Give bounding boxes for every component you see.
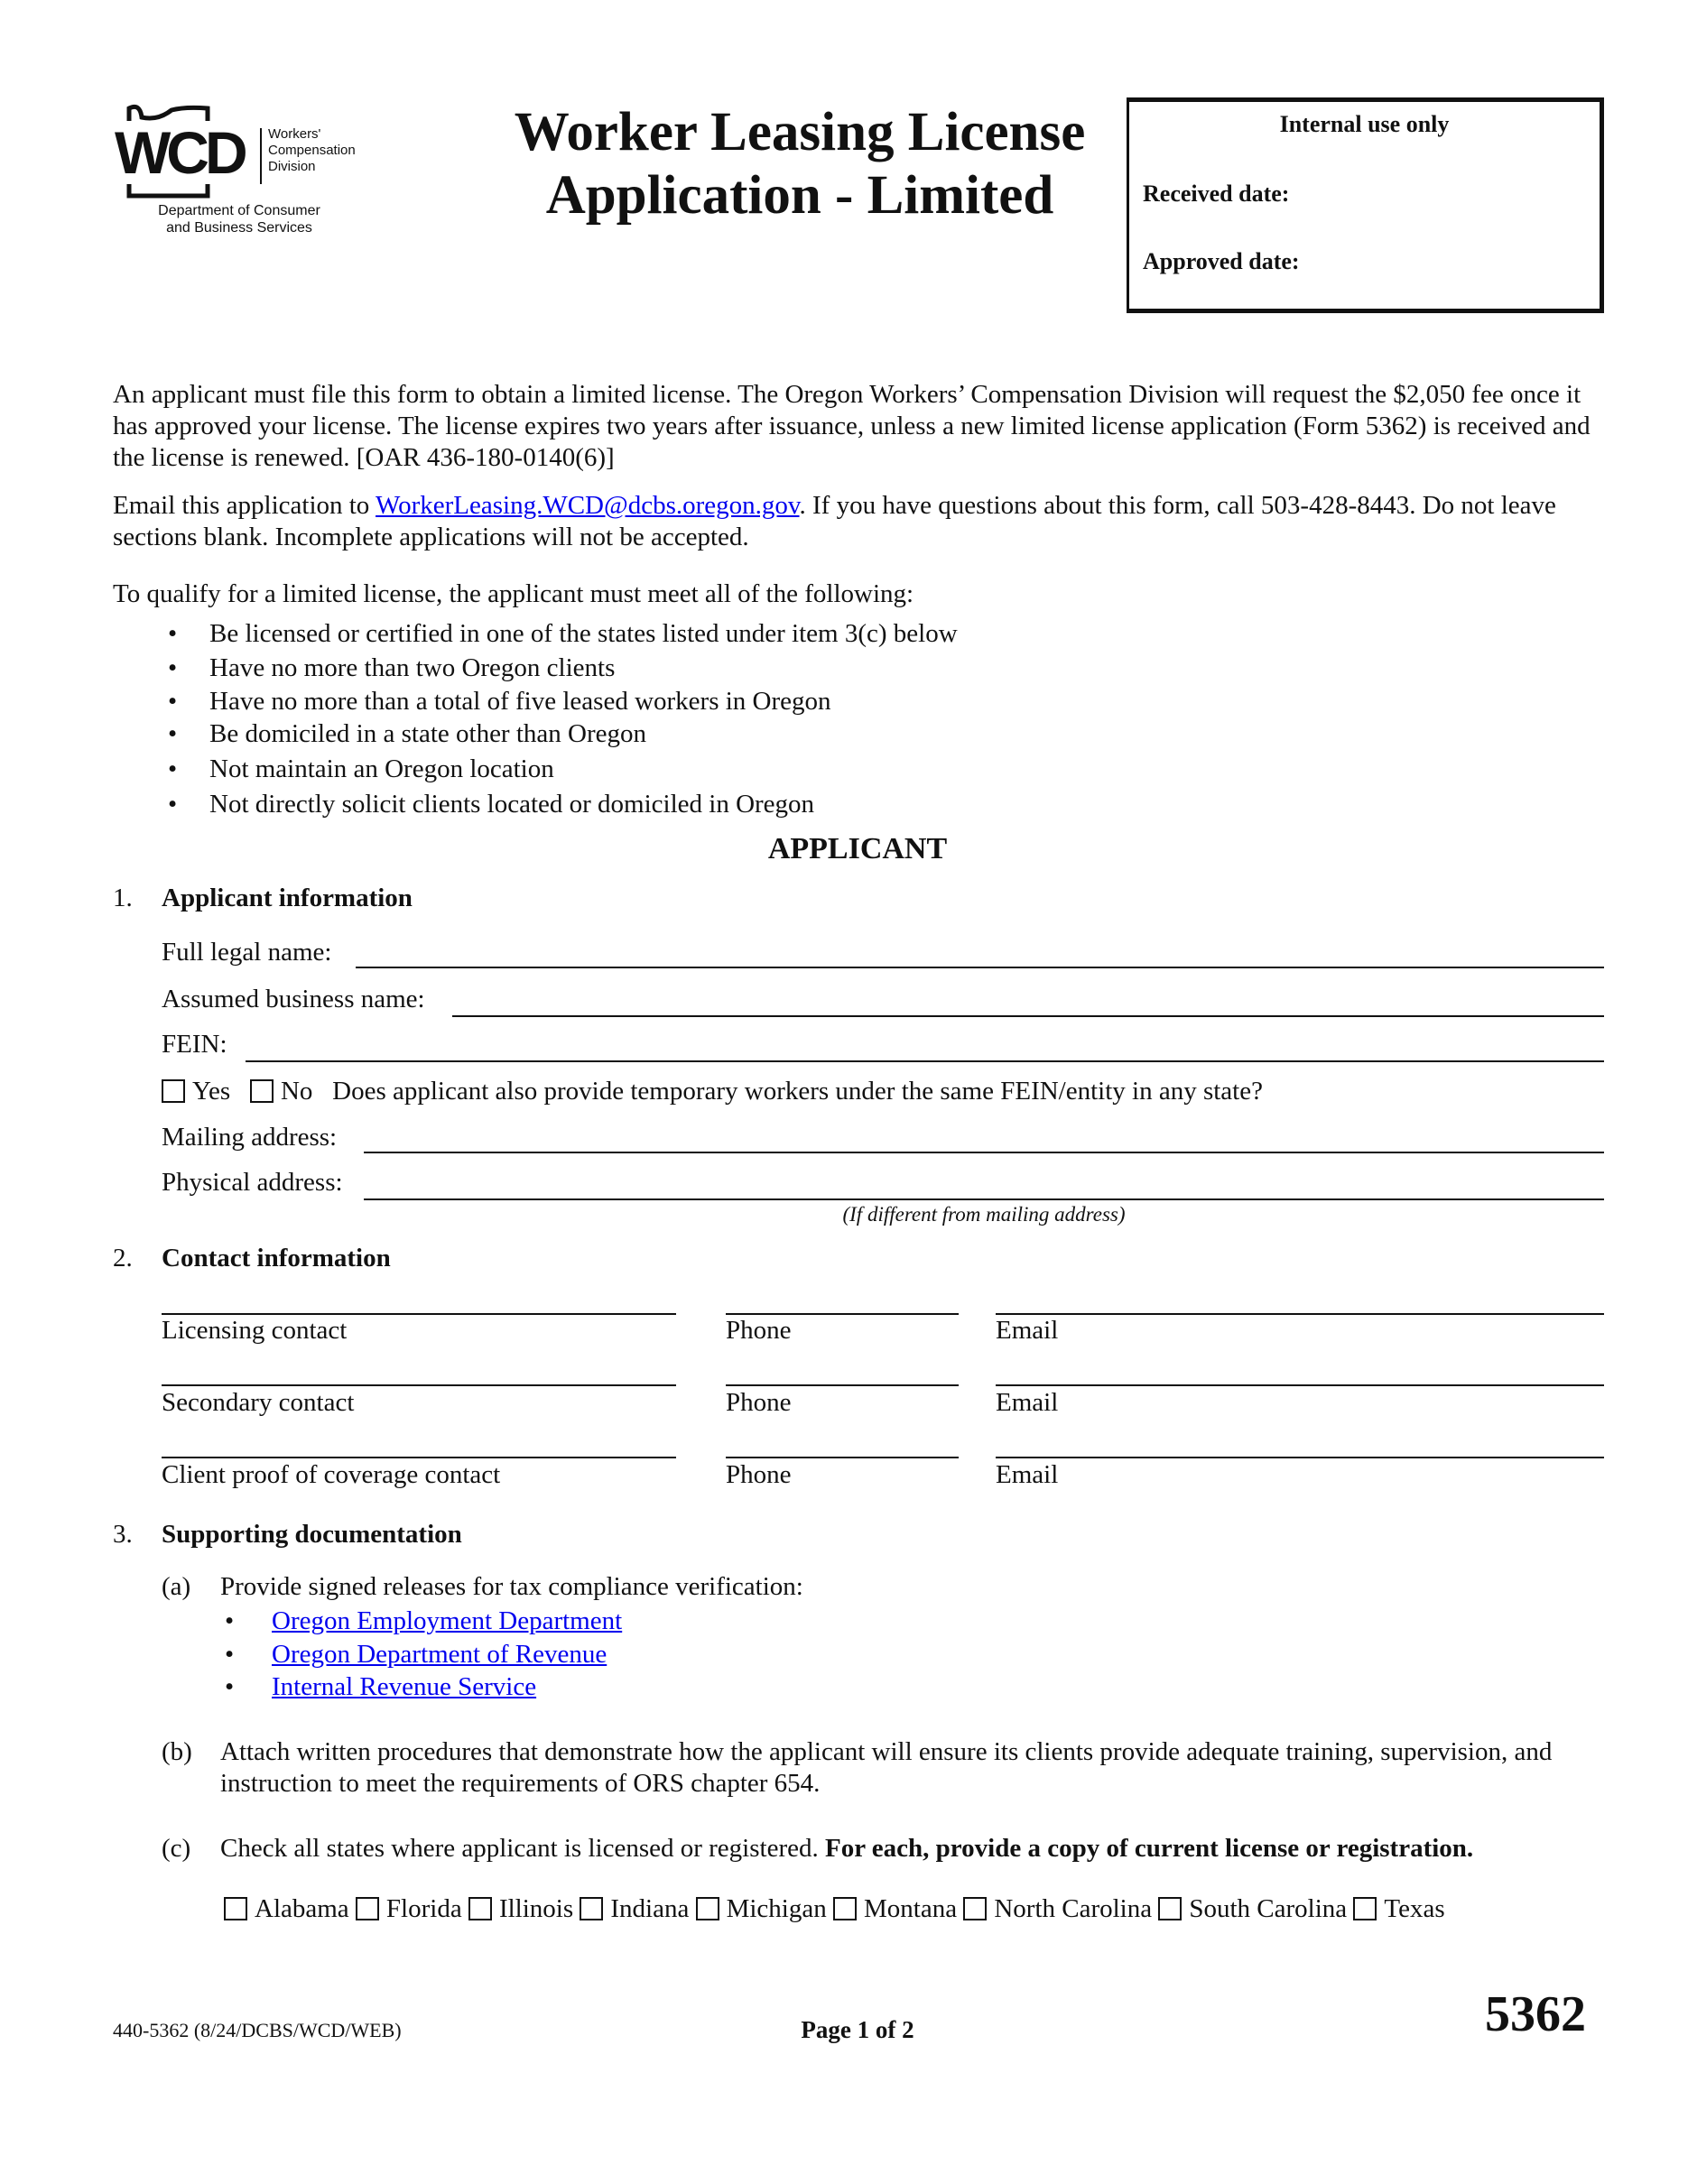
logo-acronym: WCD xyxy=(115,119,244,186)
secondary-phone-field[interactable] xyxy=(726,1384,959,1386)
coverage-phone-field[interactable] xyxy=(726,1457,959,1458)
assumed-name-label: Assumed business name: xyxy=(162,985,425,1013)
list-item: • Not directly solicit clients located or domiciled in Oregon xyxy=(168,790,815,819)
coverage-email-field[interactable] xyxy=(996,1457,1604,1458)
item-a-text: Provide signed releases for tax compliance verification: xyxy=(220,1572,803,1601)
item-c-text: Check all states where applicant is licensed or registered. For each, provide a copy of current license or registration. xyxy=(220,1834,1474,1863)
state-checkbox-row xyxy=(224,1893,1445,1925)
physical-address-label: Physical address: xyxy=(162,1168,343,1197)
state-label: Illinois xyxy=(498,1894,574,1923)
internal-use-heading: Internal use only xyxy=(1279,111,1450,137)
yes-label: Yes xyxy=(192,1077,231,1106)
phone-label: Phone xyxy=(726,1460,792,1489)
title-line: Application - Limited xyxy=(545,165,1054,226)
mailing-address-field[interactable] xyxy=(364,1152,1604,1153)
list-item: • Oregon Department of Revenue xyxy=(225,1640,607,1669)
oregon-employment-link[interactable]: Oregon Employment Department xyxy=(272,1606,623,1635)
item-b-label: (b) xyxy=(162,1737,192,1766)
logo-division-line: Workers' xyxy=(268,126,321,142)
alabama-checkbox[interactable] xyxy=(224,1897,247,1920)
page-title xyxy=(439,101,1161,227)
email-label: Email xyxy=(996,1460,1059,1489)
logo-division-line: Division xyxy=(268,159,316,174)
florida-checkbox[interactable] xyxy=(356,1897,379,1920)
list-item: • Have no more than two Oregon clients xyxy=(168,653,616,682)
irs-link[interactable]: Internal Revenue Service xyxy=(272,1672,537,1701)
texas-checkbox[interactable] xyxy=(1353,1897,1377,1920)
secondary-contact-field[interactable] xyxy=(162,1384,676,1386)
assumed-name-field[interactable] xyxy=(452,1015,1604,1017)
coverage-contact-field[interactable] xyxy=(162,1457,676,1458)
list-item: • Have no more than a total of five leased workers in Oregon xyxy=(168,687,831,716)
form-code: 440-5362 (8/24/DCBS/WCD/WEB) xyxy=(113,2019,402,2041)
form-number: 5362 xyxy=(1485,1986,1586,2042)
fein-label: FEIN: xyxy=(162,1030,227,1059)
illinois-checkbox[interactable] xyxy=(468,1897,492,1920)
title-line: Worker Leasing License xyxy=(514,102,1086,162)
intro-paragraph: An applicant must file this form to obtain a limited license. The Oregon Workers’ Compensation Division will request the $2,050 fee once it has approved your license. The license expires two years after issuance, unless a new limited license application (Form 5362) is received and the license is renewed. [OAR 436-180-0140(6)] xyxy=(113,380,1591,472)
temp-workers-question: Does applicant also provide temporary workers under the same FEIN/entity in any state? xyxy=(332,1077,1263,1106)
list-item: • Be domiciled in a state other than Oregon xyxy=(168,719,646,748)
full-legal-name-field[interactable] xyxy=(356,967,1604,968)
logo-dept-line: Department of Consumer xyxy=(158,203,320,218)
if-different-note: (If different from mailing address) xyxy=(842,1203,1126,1226)
state-label: South Carolina xyxy=(1189,1894,1348,1923)
state-label: Michigan xyxy=(726,1894,827,1923)
temp-workers-row xyxy=(162,1076,1263,1107)
contact-label: Licensing contact xyxy=(162,1316,348,1345)
state-label: Florida xyxy=(385,1894,462,1923)
section-3-title: Supporting documentation xyxy=(162,1520,462,1549)
list-item: • Internal Revenue Service xyxy=(225,1672,537,1701)
michigan-checkbox[interactable] xyxy=(696,1897,719,1920)
montana-checkbox[interactable] xyxy=(833,1897,857,1920)
list-item: • Oregon Employment Department xyxy=(225,1606,623,1635)
no-label: No xyxy=(280,1077,313,1106)
section-2-title: Contact information xyxy=(162,1244,391,1272)
email-text-post: . If you have questions about this form, call 503-428-8443. Do not leave sections blank. Incomplete applications will not be accepted. xyxy=(113,491,1556,551)
mailing-address-label: Mailing address: xyxy=(162,1123,338,1152)
state-label: Indiana xyxy=(610,1894,690,1923)
list-item: • Not maintain an Oregon location xyxy=(168,754,554,783)
email-label: Email xyxy=(996,1388,1059,1417)
indiana-checkbox[interactable] xyxy=(580,1897,603,1920)
state-label: Texas xyxy=(1384,1894,1445,1923)
section-2-number: 2. xyxy=(113,1244,133,1272)
phone-label: Phone xyxy=(726,1316,792,1345)
logo-dept-line: and Business Services xyxy=(166,220,312,236)
email-text-pre: Email this application to xyxy=(113,491,376,520)
section-1-title: Applicant information xyxy=(162,884,413,912)
section-1-number: 1. xyxy=(113,884,133,912)
contact-label: Client proof of coverage contact xyxy=(162,1460,501,1489)
qualify-text: To qualify for a limited license, the applicant must meet all of the following: xyxy=(113,579,914,608)
item-b-text: Attach written procedures that demonstrate how the applicant will ensure its clients provide adequate training, supervision, and instruction to meet the requirements of ORS chapter 654. xyxy=(220,1737,1553,1798)
list-item: • Be licensed or certified in one of the states listed under item 3(c) below xyxy=(168,619,958,648)
logo-division-line: Compensation xyxy=(268,143,356,158)
full-legal-name-label: Full legal name: xyxy=(162,938,332,967)
south-carolina-checkbox[interactable] xyxy=(1158,1897,1182,1920)
email-label: Email xyxy=(996,1316,1059,1345)
internal-use-box xyxy=(1127,97,1604,313)
email-link[interactable]: WorkerLeasing.WCD@dcbs.oregon.gov xyxy=(376,491,800,520)
item-a-label: (a) xyxy=(162,1572,191,1601)
yes-checkbox[interactable] xyxy=(162,1079,185,1103)
wcd-logo xyxy=(113,101,384,241)
page-number: Page 1 of 2 xyxy=(801,2016,914,2043)
item-c-label: (c) xyxy=(162,1834,191,1863)
secondary-email-field[interactable] xyxy=(996,1384,1604,1386)
phone-label: Phone xyxy=(726,1388,792,1417)
state-label: Alabama xyxy=(255,1894,349,1923)
fein-field[interactable] xyxy=(246,1060,1604,1062)
email-paragraph xyxy=(113,490,1607,553)
approved-date-label: Approved date: xyxy=(1143,248,1300,274)
oregon-revenue-link[interactable]: Oregon Department of Revenue xyxy=(272,1640,607,1669)
physical-address-field[interactable] xyxy=(364,1198,1604,1200)
state-label: Montana xyxy=(864,1894,958,1923)
section-3-number: 3. xyxy=(113,1520,133,1549)
no-checkbox[interactable] xyxy=(250,1079,274,1103)
licensing-email-field[interactable] xyxy=(996,1313,1604,1315)
state-label: North Carolina xyxy=(994,1894,1153,1923)
applicant-heading: APPLICANT xyxy=(767,832,948,865)
contact-label: Secondary contact xyxy=(162,1388,355,1417)
north-carolina-checkbox[interactable] xyxy=(963,1897,987,1920)
received-date-label: Received date: xyxy=(1143,180,1290,207)
